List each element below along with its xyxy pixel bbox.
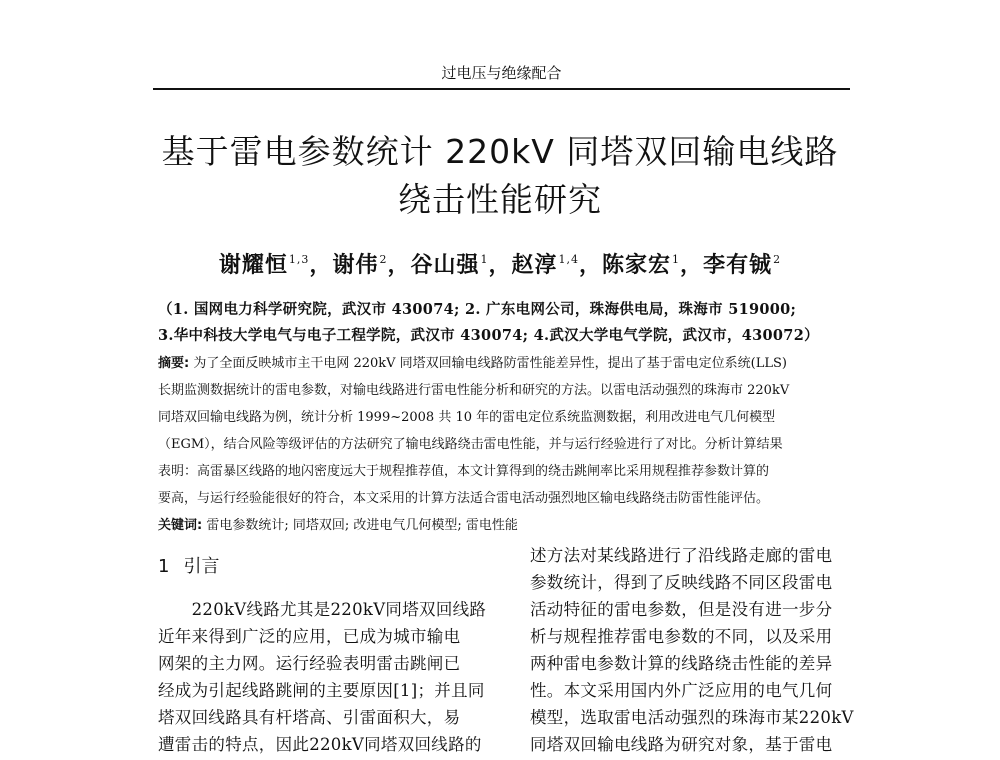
author-separator: ， bbox=[387, 252, 411, 278]
right-column-line: 活动特征的雷电参数，但是没有进一步分 bbox=[530, 600, 833, 619]
right-column-line: 同塔双回输电线路为研究对象，基于雷电 bbox=[530, 735, 833, 754]
affiliation-line-2: 3.华中科技大学电气与电子工程学院，武汉市 430074; 4.武汉大学电气学院，武汉市，430072） bbox=[158, 327, 819, 344]
abstract-line-4: （EGM），结合风险等级评估的方法研究了输电线路绕击雷电性能，并与运行经验进行了对比。分析计算结果 bbox=[158, 437, 783, 452]
right-column-line: 模型，选取雷电活动强烈的珠海市某220kV bbox=[530, 708, 854, 727]
keywords-label: 关键词: bbox=[158, 518, 203, 533]
right-column-line: 两种雷电参数计算的线路绕击性能的差异 bbox=[530, 654, 833, 673]
left-column-line: 塔双回线路具有杆塔高、引雷面积大，易 bbox=[158, 708, 461, 727]
abstract-line-6: 要高，与运行经验能很好的符合，本文采用的计算方法适合雷电活动强烈地区输电线路绕击防雷性能评估。 bbox=[158, 491, 770, 506]
header-rule bbox=[153, 88, 850, 90]
left-column-line: 220kV线路尤其是220kV同塔双回线路 bbox=[158, 600, 487, 619]
author-separator: ， bbox=[309, 252, 333, 278]
abstract-line-2: 长期监测数据统计的雷电参数，对输电线路进行雷电性能分析和研究的方法。以雷电活动强烈的珠海市 220kV bbox=[158, 383, 790, 398]
affiliation-line-1: （1. 国网电力科学研究院，武汉市 430074; 2. 广东电网公司，珠海供电局，珠海市 519000; bbox=[158, 301, 797, 318]
running-header: 过电压与绝缘配合 bbox=[441, 64, 562, 82]
right-column-line: 参数统计，得到了反映线路不同区段雷电 bbox=[530, 573, 833, 592]
title-line-1: 基于雷电参数统计 220kV 同塔双回输电线路 bbox=[161, 132, 839, 171]
author-list bbox=[100, 248, 900, 279]
right-column-line: 性。本文采用国内外广泛应用的电气几何 bbox=[530, 681, 833, 700]
left-column-line: 网架的主力网。运行经验表明雷击跳闸已 bbox=[158, 654, 461, 673]
keywords-text: 雷电参数统计; 同塔双回; 改进电气几何模型; 雷电性能 bbox=[202, 518, 518, 533]
abstract-line-1 bbox=[158, 352, 858, 371]
abstract-line-5: 表明：高雷暴区线路的地闪密度远大于规程推荐值，本文计算得到的绕击跳闸率比采用规程推荐参数计算的 bbox=[158, 464, 770, 479]
author-separator: ， bbox=[488, 252, 512, 278]
section-title-text: 引言 bbox=[183, 556, 220, 577]
title-line-2: 绕击性能研究 bbox=[398, 180, 602, 219]
abstract-text-1: 为了全面反映城市主干电网 220kV 同塔双回输电线路防雷性能差异性，提出了基于雷电定位系统(LLS) bbox=[189, 356, 787, 371]
author-affiliation-mark: 2 bbox=[773, 253, 782, 266]
author-separator: ， bbox=[680, 252, 704, 278]
left-column-line: 近年来得到广泛的应用，已成为城市输电 bbox=[158, 627, 461, 646]
author-name: 谷山强 bbox=[410, 252, 480, 278]
author-affiliation-mark: 1,3 bbox=[288, 253, 310, 266]
abstract-label: 摘要: bbox=[158, 356, 190, 371]
paper-title bbox=[100, 128, 900, 224]
right-column-line: 述方法对某线路进行了沿线路走廊的雷电 bbox=[530, 546, 833, 565]
abstract-line-3: 同塔双回输电线路为例，统计分析 1999~2008 共 10 年的雷电定位系统监测数据，利用改进电气几何模型 bbox=[158, 410, 776, 425]
author-affiliation-mark: 2 bbox=[379, 253, 388, 266]
author-name: 谢耀恒 bbox=[218, 252, 288, 278]
section-heading bbox=[158, 552, 219, 578]
author-affiliation-mark: 1 bbox=[480, 253, 489, 266]
left-column-line: 遭雷击的特点，因此220kV同塔双回线路的 bbox=[158, 735, 482, 754]
author-affiliation-mark: 1 bbox=[672, 253, 681, 266]
author-name: 谢伟 bbox=[332, 252, 379, 278]
author-separator: ， bbox=[579, 252, 603, 278]
author-name: 陈家宏 bbox=[602, 252, 672, 278]
author-name: 李有铖 bbox=[703, 252, 773, 278]
left-column-line: 经成为引起线路跳闸的主要原因[1]；并且同 bbox=[158, 681, 485, 700]
right-column-line: 析与规程推荐雷电参数的不同，以及采用 bbox=[530, 627, 833, 646]
author-affiliation-mark: 1,4 bbox=[558, 253, 580, 266]
section-number: 1 bbox=[158, 556, 170, 577]
author-name: 赵淳 bbox=[511, 252, 558, 278]
keywords-line bbox=[158, 514, 858, 533]
